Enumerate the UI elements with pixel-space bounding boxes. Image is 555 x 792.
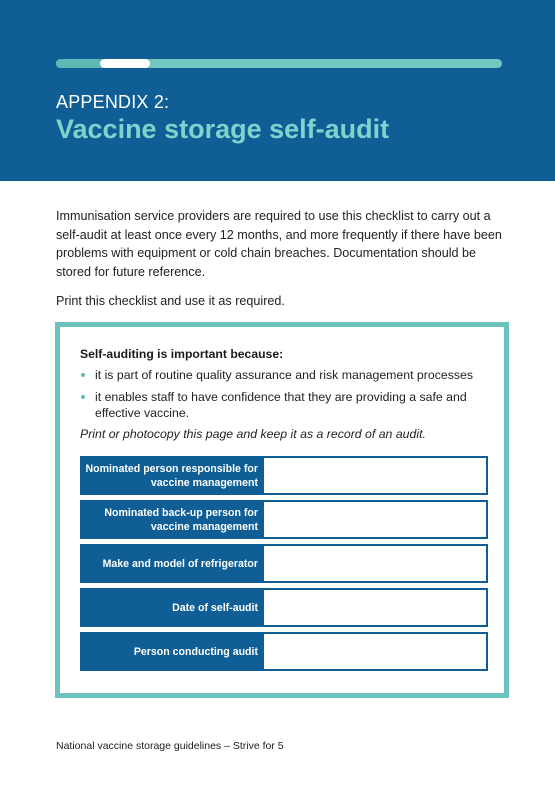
page-title: Vaccine storage self-audit [56, 114, 390, 144]
record-note: Print or photocopy this page and keep it as a record of an audit. [80, 427, 426, 441]
row-label: Nominated person responsible for vaccine management [82, 458, 264, 493]
list-item [80, 389, 485, 421]
list-item [80, 367, 485, 383]
section-progress-bar [56, 59, 502, 68]
intro-paragraph: Immunisation service providers are required to use this checklist to carry out a self-audit at least once every 12 months, and more frequently if there have been problems with equipment or cold chain breaches. Documentation should be stored for future reference. [56, 209, 502, 279]
responsible-person-field[interactable] [264, 458, 486, 493]
bullet-icon [81, 373, 85, 377]
table-row [80, 632, 488, 671]
backup-person-field[interactable] [264, 502, 486, 537]
why-heading: Self-auditing is important because: [80, 347, 284, 361]
audit-date-field[interactable] [264, 590, 486, 625]
table-row [80, 500, 488, 539]
list-item-text: it is part of routine quality assurance and risk management processes [95, 368, 473, 382]
row-label: Person conducting audit [82, 634, 264, 669]
row-label: Make and model of refrigerator [82, 546, 264, 581]
table-row [80, 544, 488, 583]
auditor-field[interactable] [264, 634, 486, 669]
header-banner [0, 0, 555, 181]
appendix-label: APPENDIX 2: [56, 92, 170, 112]
progress-segment-current [100, 59, 150, 68]
list-item-text: it enables staff to have confidence that they are providing a safe and effective vaccine. [95, 390, 467, 420]
page-footer: National vaccine storage guidelines – Strive for 5 [56, 740, 284, 752]
print-note: Print this checklist and use it as required. [56, 294, 285, 308]
table-row [80, 456, 488, 495]
row-label: Date of self-audit [82, 590, 264, 625]
audit-record-table [80, 456, 488, 676]
reasons-list [80, 367, 485, 426]
bullet-icon [81, 395, 85, 399]
audit-checklist-box [55, 322, 509, 698]
progress-segment-previous [56, 59, 102, 68]
refrigerator-model-field[interactable] [264, 546, 486, 581]
row-label: Nominated back-up person for vaccine management [82, 502, 264, 537]
table-row [80, 588, 488, 627]
